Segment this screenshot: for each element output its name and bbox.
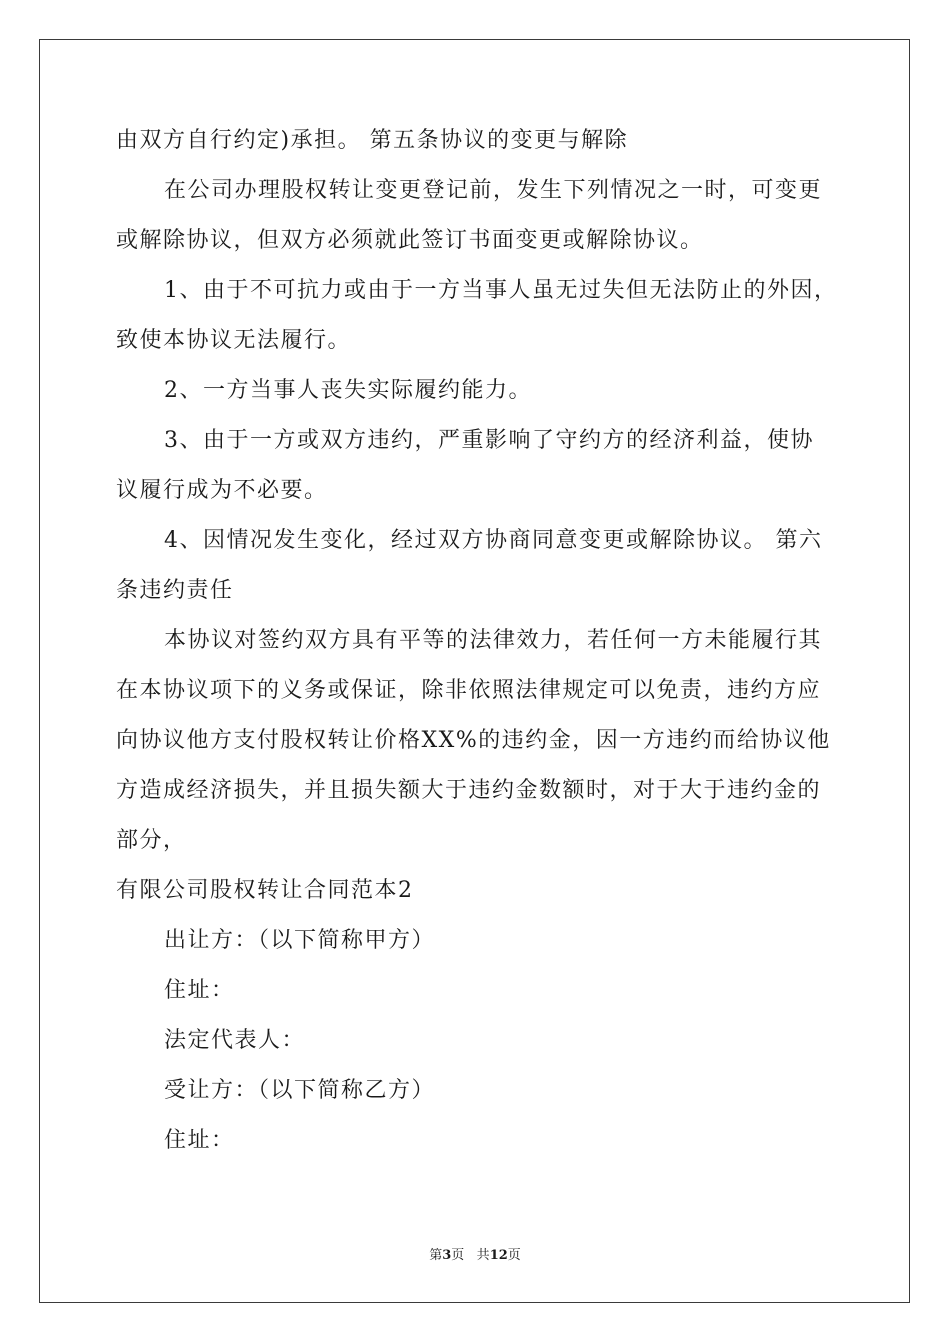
text-line: 或解除协议，但双方必须就此签订书面变更或解除协议。 <box>116 228 704 253</box>
footer-page-unit: 页 <box>451 1248 465 1263</box>
text-line: 3、由于一方或双方违约，严重影响了守约方的经济利益，使协 <box>164 428 814 453</box>
footer-total-prefix: 共 <box>476 1248 490 1263</box>
total-pages-number: 12 <box>489 1248 508 1263</box>
text-line: 条违约责任 <box>116 578 234 603</box>
text-line: 在公司办理股权转让变更登记前，发生下列情况之一时，可变更 <box>164 178 823 203</box>
text-line: 法定代表人： <box>164 1028 306 1053</box>
text-line: 由双方自行约定)承担。 第五条协议的变更与解除 <box>116 128 629 153</box>
text-line: 部分， <box>116 828 187 853</box>
text-line: 议履行成为不必要。 <box>116 478 328 503</box>
text-line: 本协议对签约双方具有平等的法律效力，若任何一方未能履行其 <box>164 628 823 653</box>
text-line: 致使本协议无法履行。 <box>116 328 352 353</box>
text-line: 1、由于不可抗力或由于一方当事人虽无过失但无法防止的外因， <box>164 278 838 303</box>
footer-total-unit: 页 <box>507 1248 521 1263</box>
section-heading: 有限公司股权转让合同范本2 <box>116 878 414 903</box>
text-line: 住址： <box>164 978 235 1003</box>
text-line: 出让方：（以下简称甲方） <box>164 928 436 953</box>
text-line: 4、因情况发生变化，经过双方协商同意变更或解除协议。 第六 <box>164 528 823 553</box>
current-page-number: 3 <box>442 1248 452 1263</box>
text-line: 方造成经济损失，并且损失额大于违约金数额时，对于大于违约金的 <box>116 778 822 803</box>
page-footer <box>0 1244 950 1263</box>
text-line: 住址： <box>164 1128 235 1153</box>
text-line: 2、一方当事人丧失实际履约能力。 <box>164 378 532 403</box>
text-line: 在本协议项下的义务或保证，除非依照法律规定可以免责，违约方应 <box>116 678 822 703</box>
text-line: 受让方：（以下简称乙方） <box>164 1078 436 1103</box>
text-line: 向协议他方支付股权转让价格XX%的违约金，因一方违约而给协议他 <box>116 728 831 753</box>
footer-prefix: 第 <box>429 1248 443 1263</box>
